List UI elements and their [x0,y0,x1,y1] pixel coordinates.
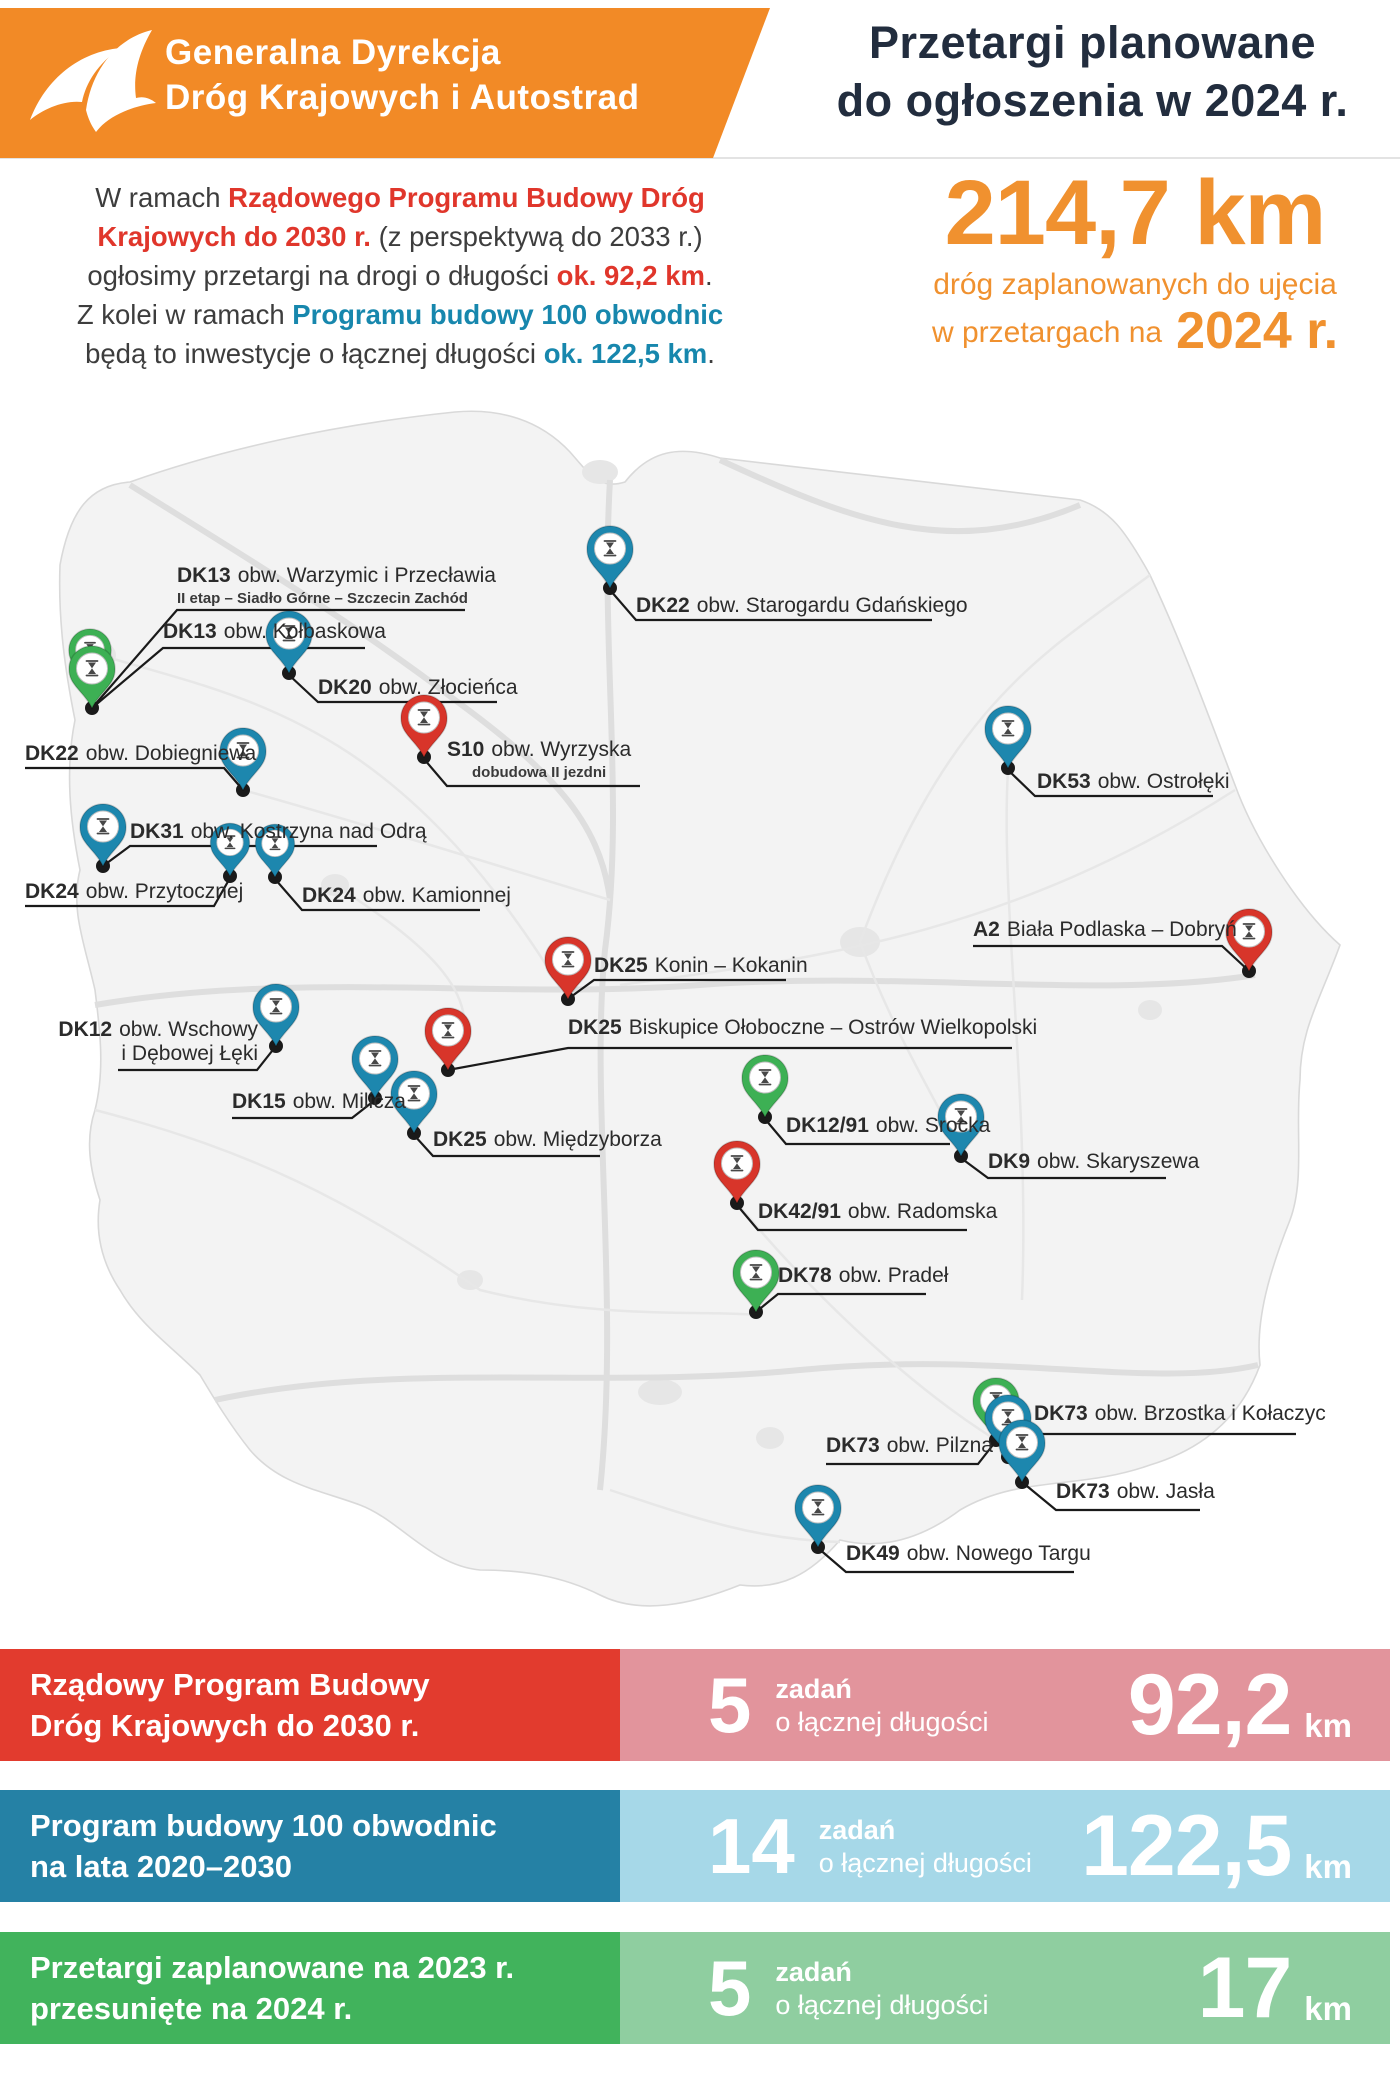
road-number: DK53 [1037,770,1091,793]
map-label-dk73-pilzno [826,1434,993,1458]
road-number: DK25 [594,954,648,977]
summary-year: 2024 r. [1176,302,1339,360]
program-bar-title [0,1649,620,1761]
intro-red-km: ok. 92,2 km [556,260,705,291]
road-number: DK49 [846,1542,900,1565]
intro-text: (z perspektywą do 2033 r.) [370,221,703,252]
road-number: DK13 [163,620,217,643]
road-name: obw. Nowego Targu [906,1542,1091,1565]
road-name: obw. Kamionnej [362,884,511,907]
map-label-dk12 [58,1018,258,1066]
program-title-line1: Rządowy Program Budowy [30,1666,430,1702]
road-number: DK73 [826,1434,880,1457]
program-title-line2: na lata 2020–2030 [30,1848,292,1884]
road-number: DK20 [318,676,372,699]
task-count-label: zadań [775,1956,852,1987]
road-number: DK12/91 [786,1114,869,1137]
map-label-dk73-jaslo [1056,1480,1215,1504]
road-number: DK9 [988,1150,1031,1173]
road-name: obw. Jasła [1116,1480,1215,1503]
road-name: obw. Pradeł [838,1264,949,1287]
program-title-line2: przesunięte na 2024 r. [30,1990,353,2026]
road-name: obw. Brzostka i Kołaczyc [1094,1402,1326,1425]
road-name: obw. Pilzna [886,1434,993,1457]
task-count: 14 [708,1802,795,1890]
task-count-label: zadań [818,1814,896,1845]
road-number: DK31 [130,820,184,843]
program-bar-title [0,1932,620,2044]
road-name: Biskupice Ołoboczne – Ostrów Wielkopolski [628,1016,1038,1039]
road-name: obw. Dobiegniewa [85,742,257,765]
road-number: DK42/91 [758,1200,841,1223]
road-number: DK24 [302,884,356,907]
map-label-a2 [973,918,1237,942]
road-number: DK13 [177,564,231,587]
road-number: S10 [447,738,485,761]
road-number: DK12 [58,1018,113,1041]
road-name: obw. Międzyborza [493,1128,662,1151]
length-value: 17 [1197,1940,1292,2036]
road-number: DK73 [1034,1402,1088,1425]
task-count: 5 [708,1661,752,1749]
intro-text: W ramach [95,182,229,213]
intro-red-program: Rządowego Programu Budowy Dróg [228,182,705,213]
map-label-dk13-kolbaskowo [163,620,386,644]
map-label-dk25-konin [594,954,808,978]
map-label-dk22-starogard [636,594,968,618]
page-title-line1: Przetargi planowane [868,17,1317,68]
map-label-dk49 [846,1542,1091,1566]
summary-caption-line1: dróg zaplanowanych do ujęcia [933,268,1337,301]
map-label-dk73-brzostek [1034,1402,1326,1426]
road-name: obw. Skaryszewa [1037,1150,1200,1173]
intro-blue-km: ok. 122,5 km [543,338,708,369]
road-name: obw. Starogardu Gdańskiego [696,594,968,617]
program-title-line1: Przetargi zaplanowane na 2023 r. [30,1949,515,1985]
map-label-dk24-kamionna [302,884,511,908]
map-label-dk4291 [758,1200,997,1224]
length-unit: km [1304,1990,1352,2027]
map-label-dk1291 [786,1114,990,1138]
program-bar-100-obwodnic [0,1790,1390,1902]
road-number: DK25 [568,1016,622,1039]
length-unit: km [1304,1848,1352,1885]
intro-text: . [707,338,715,369]
road-name: obw. Radomska [847,1200,998,1223]
road-number: A2 [973,918,1000,941]
length-unit: km [1304,1707,1352,1744]
map-label-dk78 [778,1264,948,1288]
road-name: Biała Podlaska – Dobryń [1006,918,1237,941]
map-label-dk9 [988,1150,1199,1174]
map-label-dk20 [318,676,518,700]
road-name: obw. Srocka [875,1114,991,1137]
length-label: o łącznej długości [775,1989,989,2020]
road-name: obw. Kołbaskowa [223,620,386,643]
road-sublabel: II etap – Siadło Górne – Szczecin Zachód [177,590,468,607]
program-title-line1: Program budowy 100 obwodnic [30,1807,497,1843]
intro-text: ogłosimy przetargi na drogi o długości [87,260,557,291]
map-label-dk13-warzymic [177,564,496,607]
length-label: o łącznej długości [818,1847,1032,1878]
road-number: DK22 [636,594,690,617]
program-bar-przesuniete [0,1932,1390,2044]
map-label-dk15 [232,1090,406,1114]
road-number: DK24 [25,880,79,903]
road-name: obw. Ostrołęki [1097,770,1230,793]
road-name: obw. Kostrzyna nad Odrą [190,820,427,843]
intro-text: będą to inwestycje o łącznej długości [85,338,544,369]
road-sublabel: dobudowa II jezdni [472,764,607,781]
map-label-dk25-miedzyborz [433,1128,662,1152]
program-title-line2: Dróg Krajowych do 2030 r. [30,1707,420,1743]
org-name-line2: Dróg Krajowych i Autostrad [165,78,640,117]
intro-text: . [704,260,713,291]
page-title-line2: do ogłoszenia w 2024 r. [836,75,1349,126]
road-name: obw. Złocieńca [378,676,518,699]
length-value: 92,2 [1127,1657,1292,1753]
road-name: obw. Wyrzyska [491,738,632,761]
road-name-line2: i Dębowej Łęki [121,1042,258,1065]
task-count: 5 [708,1944,752,2032]
road-name: Konin – Kokanin [654,954,808,977]
map-label-dk25-biskupice [568,1016,1037,1040]
road-number: DK22 [25,742,79,765]
road-number: DK73 [1056,1480,1110,1503]
program-bar-title [0,1790,620,1902]
program-bar-rpbdk [0,1649,1390,1761]
map-label-dk31 [130,820,427,844]
map-label-dk22-dobiegniew [25,742,256,766]
road-number: DK25 [433,1128,487,1151]
road-name: obw. Przytocznej [85,880,244,903]
length-value: 122,5 [1081,1798,1292,1894]
summary-caption-line2: w przetargach na [931,316,1163,349]
total-km: 214,7 km [944,162,1326,264]
task-count-label: zadań [775,1673,852,1704]
road-name: obw. Milicza [292,1090,406,1113]
intro-red-program2: Krajowych do 2030 r. [97,221,371,252]
intro-blue-program: Programu budowy 100 obwodnic [292,299,724,330]
road-number: DK78 [778,1264,832,1287]
map-label-dk24-przytoczna [25,880,243,904]
map-label-s10 [447,738,631,781]
org-name-line1: Generalna Dyrekcja [165,33,501,72]
road-name: obw. Wschowy [119,1018,258,1041]
intro-text: Z kolei w ramach [76,299,293,330]
length-label: o łącznej długości [775,1706,989,1737]
road-name: obw. Warzymic i Przecławia [237,564,496,587]
road-number: DK15 [232,1090,286,1113]
map-label-dk53 [1037,770,1230,794]
